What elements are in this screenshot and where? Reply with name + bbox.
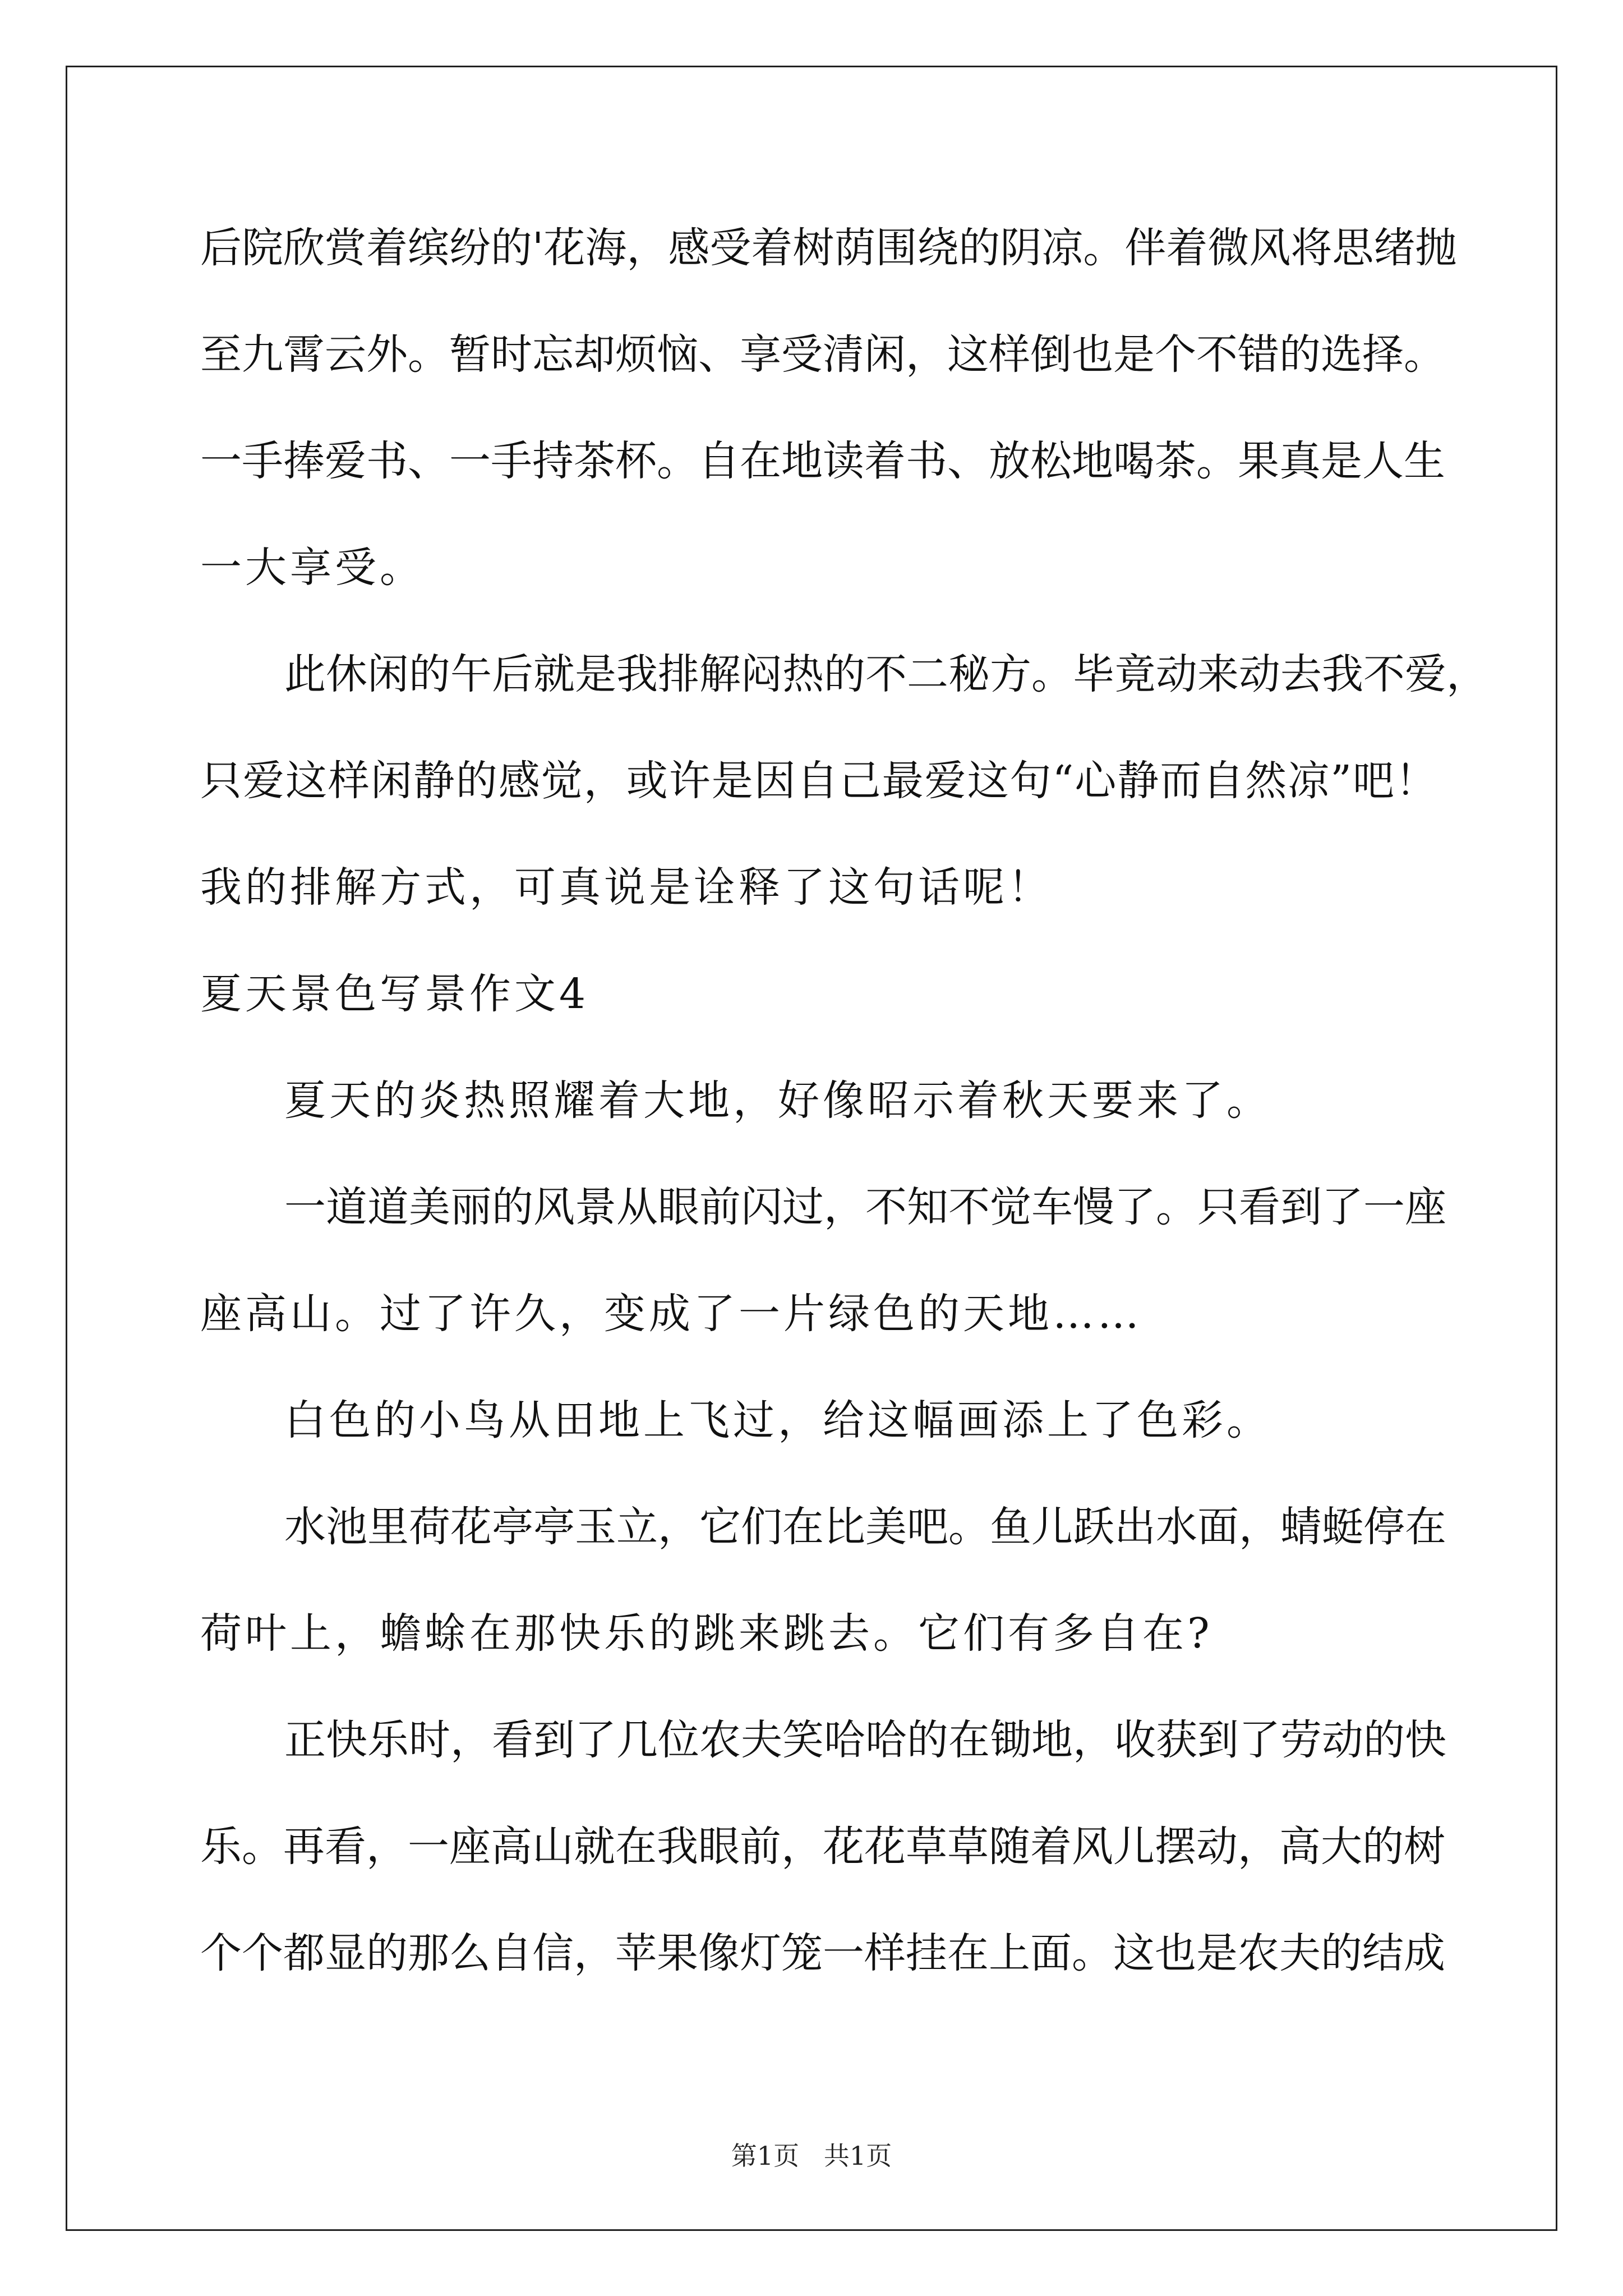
text-line-2: 至九霄云外。暂时忘却烦恼、享受清闲，这样倒也是个不错的选择。 (200, 330, 1445, 379)
text-line-13: 水池里荷花亭亭玉立，它们在比美吧。鱼儿跃出水面，蜻蜓停在 (284, 1503, 1446, 1551)
text-line-10: 一道道美丽的风景从眼前闪过，不知不觉车慢了。只看到了一座 (284, 1183, 1446, 1231)
text-line-11: 座高山。过了许久，变成了一片绿色的天地…… (200, 1290, 1142, 1338)
text-line-9: 夏天的炎热照耀着大地，好像昭示着秋天要来了。 (284, 1076, 1271, 1125)
text-line-6: 只爱这样闲静的感觉，或许是因自己最爱这句“心静而自然凉”吧！ (200, 757, 1437, 805)
text-line-16: 乐。再看，一座高山就在我眼前，花花草草随着风儿摆动，高大的树 (200, 1823, 1445, 1871)
page-border (66, 66, 1557, 2231)
text-line-7: 我的排解方式，可真说是诠释了这句话呢！ (200, 863, 1053, 912)
text-line-17: 个个都显的那么自信，苹果像灯笼一样挂在上面。这也是农夫的结成 (200, 1929, 1445, 1977)
text-line-14: 荷叶上，蟾蜍在那快乐的跳来跳去。它们有多自在? (200, 1609, 1213, 1658)
text-line-1: 后院欣赏着缤纷的'花海，感受着树荫围绕的阴凉。伴着微风将思绪抛 (200, 224, 1457, 272)
text-line-4: 一大享受。 (200, 544, 425, 592)
text-line-15: 正快乐时，看到了几位农夫笑哈哈的在锄地，收获到了劳动的快 (284, 1716, 1446, 1764)
page-number-footer: 第1页 共1页 (731, 2141, 892, 2171)
text-line-5: 此休闲的午后就是我排解闷热的不二秘方。毕竟动来动去我不爱， (284, 650, 1488, 698)
section-heading: 夏天景色写景作文4 (200, 970, 589, 1018)
text-line-3: 一手捧爱书、一手持茶杯。自在地读着书、放松地喝茶。果真是人生 (200, 437, 1445, 485)
text-line-12: 白色的小鸟从田地上飞过，给这幅画添上了色彩。 (284, 1396, 1271, 1444)
